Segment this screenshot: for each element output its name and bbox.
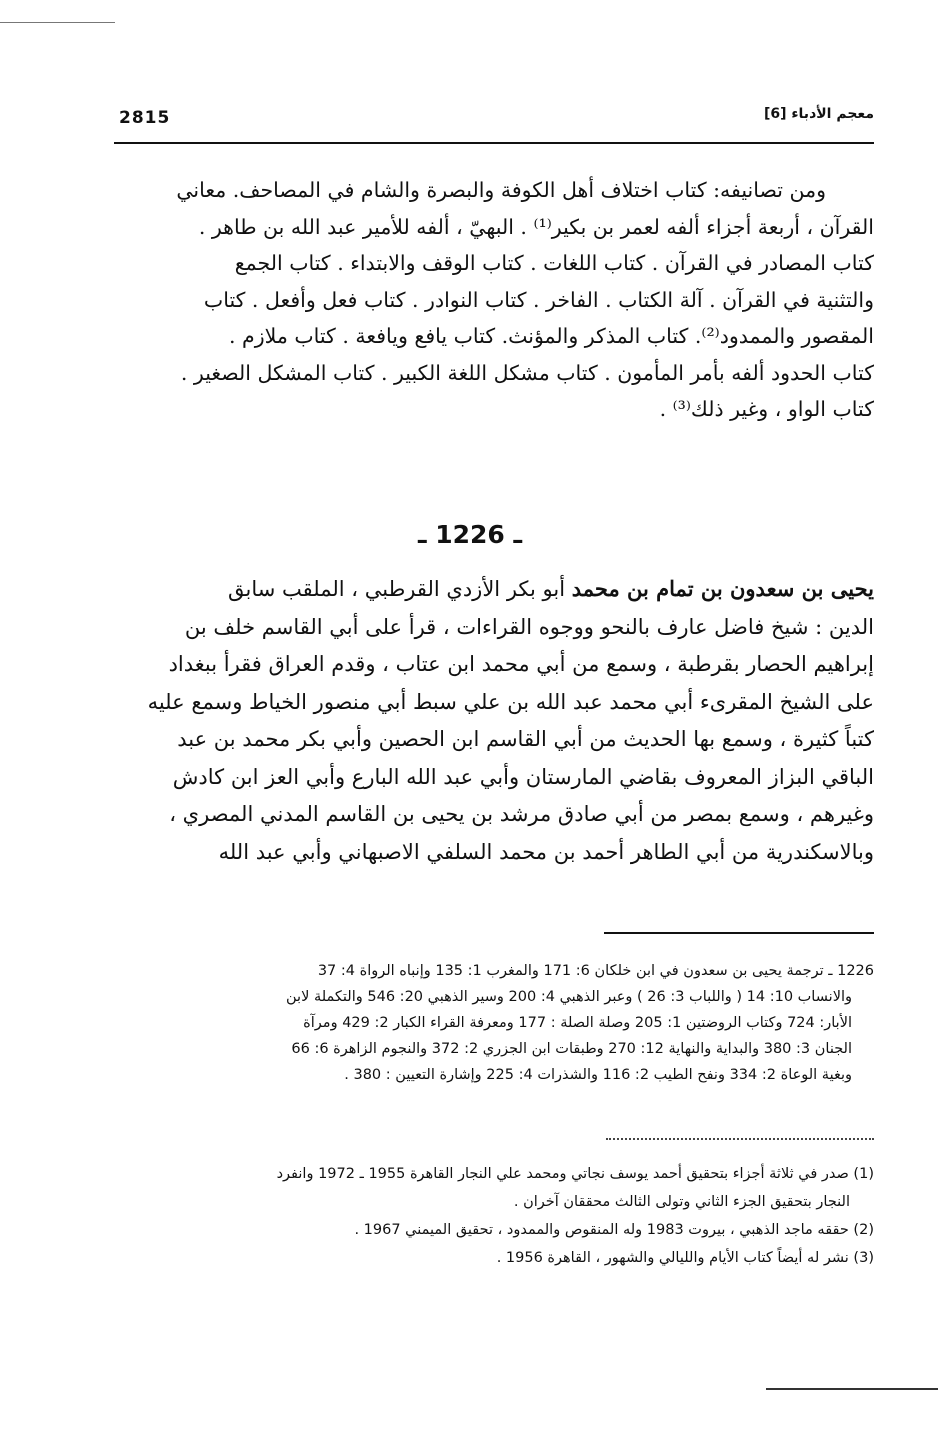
scan-edge-line [0,22,115,23]
page-header [114,98,874,146]
text-line: وغيرهم ، وسمع بمصر من أبي صادق مرشد بن يحيى بن القاسم المدني المصري ، [169,802,874,826]
source-line: الجنان 3: 380 والبداية والنهاية 12: 270 وطبقات ابن الجزري 2: 372 والنجوم الزاهرة 6: 66 [291,1041,852,1057]
text-line: كتاب الحدود ألفه بأمر المأمون . كتاب مشكل اللغة الكبير . كتاب المشكل الصغير . [180,360,874,385]
text-line: والتثنية في القرآن . آلة الكتاب . الفاخر . كتاب النوادر . كتاب فعل وأفعل . كتاب [203,287,874,312]
footnote-1 [114,1160,874,1216]
text-line: الدين : شيخ فاضل عارف بالنحو ووجوه القراءات ، قرأ على أبي القاسم خلف بن [184,614,874,639]
text-line: القرآن ، أربعة أجزاء ألفه لعمر بن بكير⁽¹⁾ . البهيّ ، ألفه للأمير عبد الله بن طاهر . [198,214,874,239]
source-line: وبغية الوعاة 2: 334 ونفح الطيب 2: 116 والشذرات 4: 225 وإشارة التعيين : 380 . [344,1067,852,1083]
footnote-continuation: النجار بتحقيق الجزء الثاني وتولى الثالث محققان آخران . [513,1194,850,1210]
footnote-text: (1) صدر في ثلاثة أجزاء بتحقيق أحمد يوسف نجاتي ومحمد علي النجار القاهرة 1955 ـ 1972 وانفرد [276,1166,874,1182]
text-line: الباقي البزاز المعروف بقاضي المارستان وأبي عبد الله البارع وأبي العز ابن كادش [172,764,874,789]
footnote-rule [604,932,874,934]
running-title: معجم الأدباء [6] [763,106,874,122]
page-number: 2815 [119,108,171,128]
text-line: إبراهيم الحصار بقرطبة ، وسمع من أبي محمد ابن عتاب ، وقدم العراق فقرأ ببغداد [168,652,874,676]
sources-note [114,958,874,1088]
text-line: كتباً كثيرة ، وسمع بها الحديث من أبي القاسم ابن الحصين وأبي بكر محمد بن عبد [177,727,874,751]
footnote-3 [114,1244,874,1272]
scan-edge-line [766,1388,938,1390]
footnote-text: (3) نشر له أيضاً كتاب الأيام والليالي والشهور ، القاهرة 1956 . [496,1250,874,1266]
footnote-2 [114,1216,874,1244]
dotted-separator [606,1138,874,1140]
biography-paragraph [114,570,874,871]
text-line: المقصور والممدود⁽²⁾. كتاب المذكر والمؤنث. كتاب يافع ويافعة . كتاب ملازم . [228,324,874,348]
footnote-text: (2) حققه ماجد الذهبي ، بيروت 1983 وله المنقوص والممدود ، تحقيق الميمني 1967 . [354,1222,874,1238]
entry-number: ـ 1226 ـ [417,520,523,549]
header-rule [114,142,874,144]
text-line: كتاب الواو ، وغير ذلك⁽³⁾ . [659,397,874,421]
text-line: ومن تصانيفه: كتاب اختلاف أهل الكوفة والبصرة والشام في المصاحف. معاني [176,178,826,202]
text-line: أبو بكر الأزدي القرطبي ، الملقب سابق [228,577,572,601]
source-line: والانساب 10: 14 ( واللباب 3: 26 ) وعبر الذهبي 4: 200 وسير الذهبي 20: 546 والتكملة لابن [286,989,852,1005]
intro-paragraph [114,172,874,428]
source-line: الأبار: 724 وكتاب الروضتين 1: 205 وصلة الصلة : 177 ومعرفة القراء الكبار 2: 429 ومرآة [303,1015,852,1031]
text-line: وبالاسكندرية من أبي الطاهر أحمد بن محمد السلفي الاصبهاني وأبي عبد الله [218,839,874,864]
text-line: كتاب المصادر في القرآن . كتاب اللغات . كتاب الوقف والابتداء . كتاب الجمع [234,251,874,275]
footnotes [114,1160,874,1272]
subject-name: يحيى بن سعدون بن تمام بن محمد [571,576,874,601]
text-line: على الشيخ المقرىء أبي محمد عبد الله بن علي سبط أبي منصور الخياط وسمع عليه [147,689,874,714]
source-line: 1226 ـ ترجمة يحيى بن سعدون في ابن خلكان 6: 171 والمغرب 1: 135 وإنباه الرواة 4: 37 [317,963,874,979]
